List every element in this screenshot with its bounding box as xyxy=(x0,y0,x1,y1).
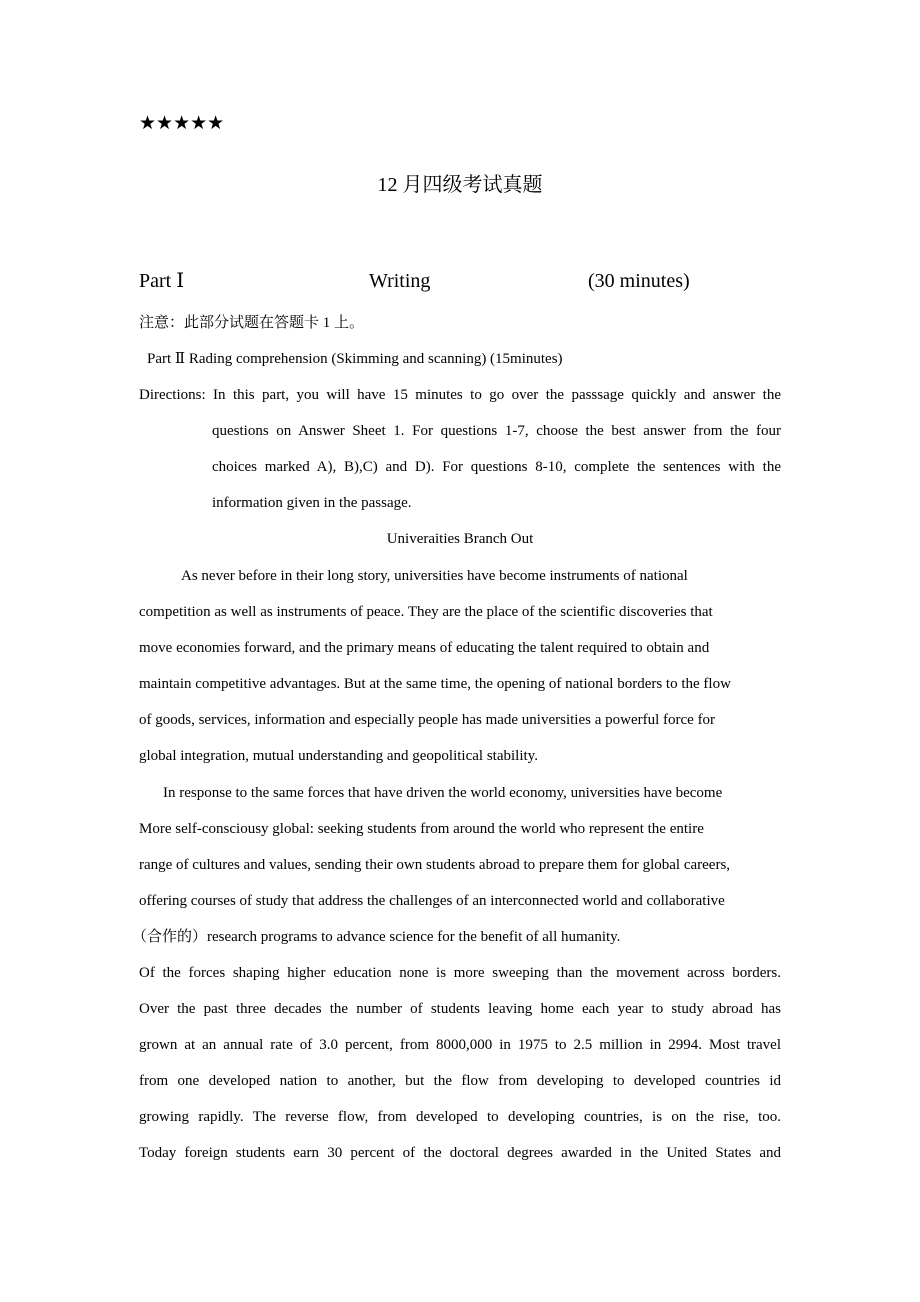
page-title: 12 月四级考试真题 xyxy=(377,174,543,196)
paragraph-line: from one developed nation to another, but the flow from developing to developed countries id xyxy=(139,1073,781,1089)
paragraph-line: Of the forces shaping higher education none is more sweeping than the movement across borders. xyxy=(139,965,781,981)
paragraph-line: competition as well as instruments of peace. They are the place of the scientific discoveries that xyxy=(139,604,713,620)
paragraph-line: More self-consciousy global: seeking students from around the world who represent the entire xyxy=(139,821,704,837)
paragraph-line: growing rapidly. The reverse flow, from developed to developing countries, is on the rise, too. xyxy=(139,1109,781,1125)
star-rating: ★★★★★ xyxy=(139,113,225,134)
passage-title: Univeraities Branch Out xyxy=(386,531,534,547)
paragraph-line: of goods, services, information and especially people has made universities a powerful force for xyxy=(139,712,716,728)
paragraph-line: Over the past three decades the number of students leaving home each year to study abroad has xyxy=(139,1001,781,1017)
paragraph-line: maintain competitive advantages. But at the same time, the opening of national borders to the flow xyxy=(139,676,731,692)
paragraph-line: Today foreign students earn 30 percent of the doctoral degrees awarded in the United States and xyxy=(139,1145,781,1161)
paragraph-line: offering courses of study that address the challenges of an interconnected world and collaborative xyxy=(139,893,725,909)
paragraph-line: move economies forward, and the primary means of educating the talent required to obtain and xyxy=(139,640,710,656)
paragraph-line: grown at an annual rate of 3.0 percent, from 8000,000 in 1975 to 2.5 million in 2994. Most travel xyxy=(139,1037,781,1053)
paragraph-line: As never before in their long story, universities have become instruments of national xyxy=(181,568,688,584)
paragraph-line: range of cultures and values, sending their own students abroad to prepare them for global careers, xyxy=(139,857,731,873)
part1-time: (30 minutes) xyxy=(588,270,690,292)
paragraph-line: （合作的）research programs to advance science for the benefit of all humanity. xyxy=(132,929,621,945)
part1-label: Part Ⅰ xyxy=(139,270,185,292)
paragraph-line: global integration, mutual understanding and geopolitical stability. xyxy=(139,748,538,764)
directions-line: questions on Answer Sheet 1. For questions 1-7, choose the best answer from the four xyxy=(212,423,781,439)
directions-line: choices marked A), B),C) and D). For questions 8-10, complete the sentences with the xyxy=(212,459,781,475)
part1-name: Writing xyxy=(369,270,431,292)
directions-line: Directions: In this part, you will have 15 minutes to go over the passsage quickly and answer the xyxy=(139,387,781,403)
part2-heading: Part Ⅱ Rading comprehension (Skimming and scanning) (15minutes) xyxy=(147,351,563,367)
paragraph-line: In response to the same forces that have driven the world economy, universities have become xyxy=(163,785,723,801)
directions-line: information given in the passage. xyxy=(212,495,412,511)
note-text: 注意：此部分试题在答题卡 1 上。 xyxy=(139,315,365,331)
